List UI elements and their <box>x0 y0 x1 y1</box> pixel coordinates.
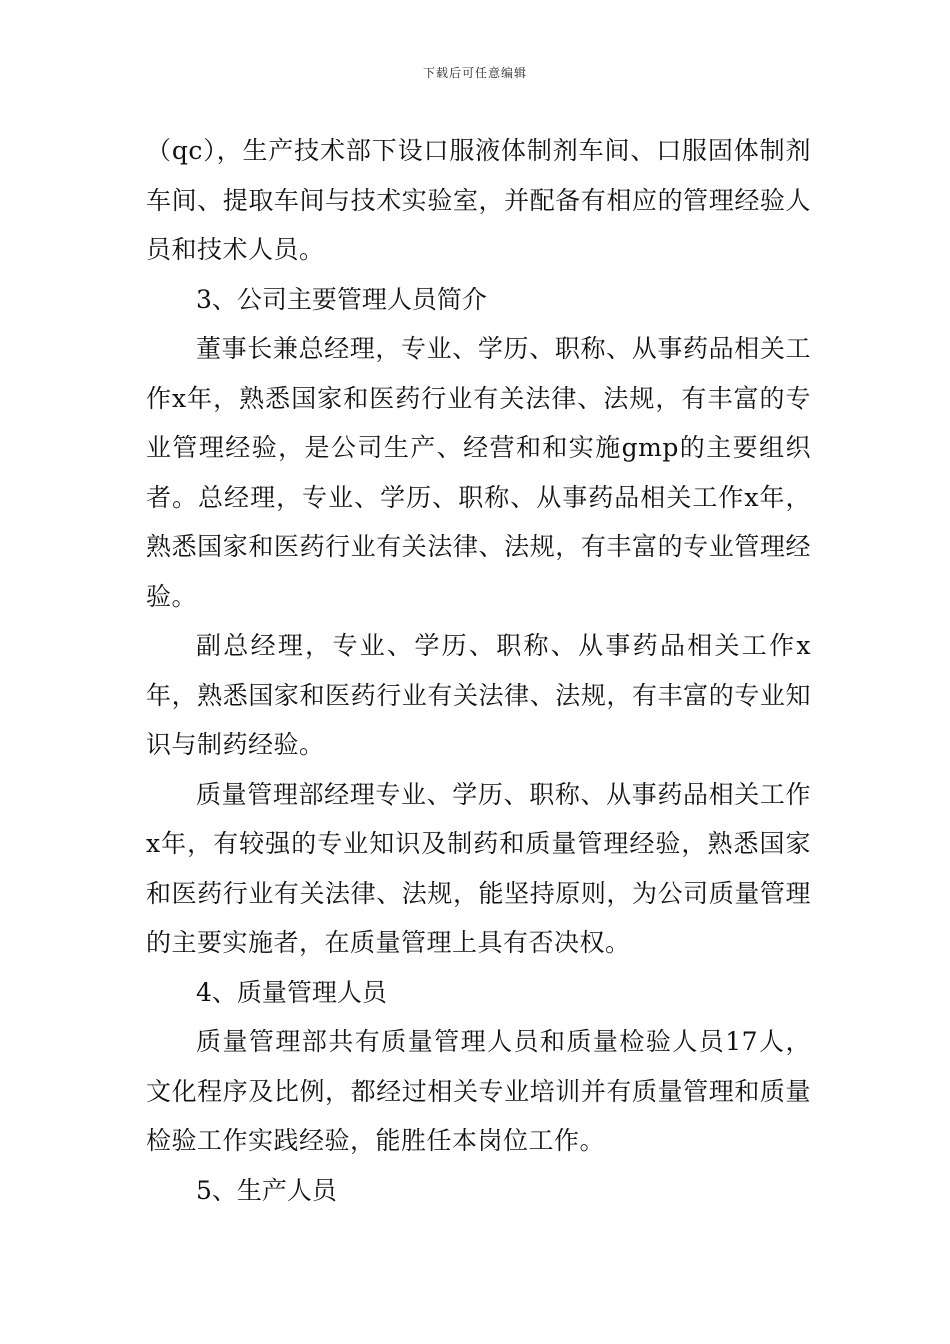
section-heading-quality-staff: 4、质量管理人员 <box>196 977 387 1007</box>
paragraph-quality-staff: 质量管理部共有质量管理人员和质量检验人员17人，文化程序及比例，都经过相关专业培训并有质量管理和质量检验工作实践经验，能胜任本岗位工作。 <box>146 1027 811 1155</box>
page-header: 下载后可任意编辑 <box>422 66 527 80</box>
section-heading-management-intro: 3、公司主要管理人员简介 <box>196 284 487 314</box>
section-heading-production-staff: 5、生产人员 <box>196 1175 337 1205</box>
document-body <box>146 126 811 1215</box>
paragraph-quality-manager: 质量管理部经理专业、学历、职称、从事药品相关工作x年，有较强的专业知识及制药和质量管理经验，熟悉国家和医药行业有关法律、法规，能坚持原则，为公司质量管理的主要实施者，在质量管理上具有否决权。 <box>146 779 811 957</box>
paragraph-department-structure: （qc），生产技术部下设口服液体制剂车间、口服固体制剂车间、提取车间与技术实验室，并配备有相应的管理经验人员和技术人员。 <box>146 136 811 264</box>
paragraph-deputy-manager: 副总经理，专业、学历、职称、从事药品相关工作x年，熟悉国家和医药行业有关法律、法规，有丰富的专业知识与制药经验。 <box>146 631 811 759</box>
paragraph-chairman: 董事长兼总经理，专业、学历、职称、从事药品相关工作x年，熟悉国家和医药行业有关法律、法规，有丰富的专业管理经验，是公司生产、经营和和实施gmp的主要组织者。总经理，专业、学历、职称、从事药品相关工作x年，熟悉国家和医药行业有关法律、法规，有丰富的专业管理经验。 <box>146 334 811 611</box>
